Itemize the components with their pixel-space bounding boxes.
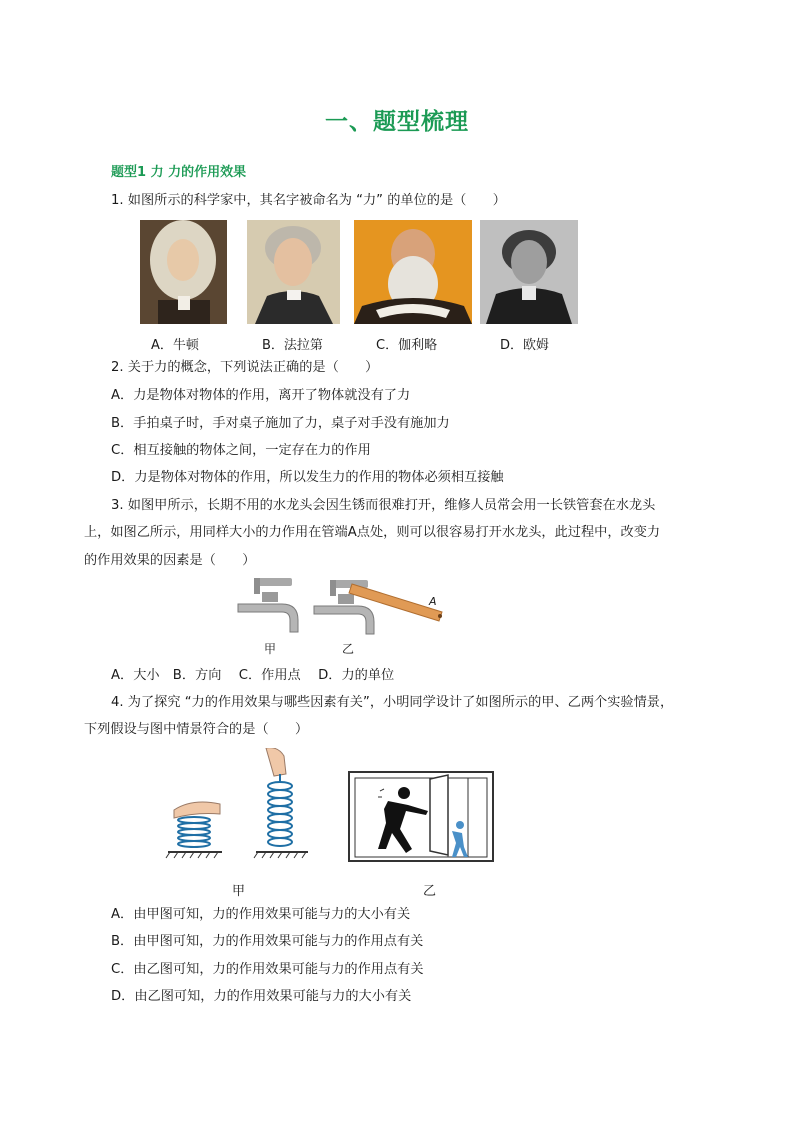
q1-option-a: A．牛顿 (151, 338, 199, 353)
q3-label-a: A (429, 595, 437, 608)
q3-stem-line-2: 上，如图乙所示，用同样大小的力作用在管端A点处，则可以很容易打开水龙头，此过程中，改变力 (84, 525, 661, 540)
q3-label-yi: 乙 (342, 642, 355, 656)
q4-stem-line-2: 下列假设与图中情景符合的是（ ） (84, 722, 309, 737)
q4-option-a: A．由甲图可知，力的作用效果可能与力的大小有关 (111, 907, 411, 922)
q1-option-d: D．欧姆 (500, 338, 550, 353)
door-figure (348, 771, 494, 862)
q3-stem-line-1: 3. 如图甲所示，长期不用的水龙头会因生锈而很难打开，维修人员常会用一长铁管套在水龙头 (111, 498, 656, 513)
q4-option-d: D．由乙图可知，力的作用效果可能与力的大小有关 (111, 989, 412, 1004)
faucet-jia-icon (238, 578, 298, 632)
galileo-portrait (354, 220, 472, 324)
faucet-yi-icon (314, 580, 442, 634)
newton-portrait (140, 220, 227, 324)
q2-option-a: A．力是物体对物体的作用，离开了物体就没有了力 (111, 388, 411, 403)
q3-stem-line-3: 的作用效果的因素是（ ） (84, 553, 256, 568)
q4-option-c: C．由乙图可知，力的作用效果可能与力的作用点有关 (111, 962, 424, 977)
q2-option-c: C．相互接触的物体之间，一定存在力的作用 (111, 443, 371, 458)
spring-figure (162, 748, 322, 864)
q1-option-c: C．伽利略 (376, 338, 438, 353)
q1-option-b: B．法拉第 (262, 338, 323, 353)
ohm-portrait (480, 220, 578, 324)
stretched-spring-icon (254, 748, 308, 858)
q3-label-jia: 甲 (264, 642, 277, 656)
q2-option-b: B．手拍桌子时，手对桌子施加了力，桌子对手没有施加力 (111, 416, 450, 431)
faucet-figure (232, 576, 452, 638)
q4-label-yi: 乙 (423, 884, 437, 899)
q4-label-jia: 甲 (232, 884, 246, 899)
q1-stem: 1. 如图所示的科学家中，其名字被命名为 “力” 的单位的是（ ） (111, 193, 506, 208)
q4-stem-line-1: 4. 为了探究 “力的作用效果与哪些因素有关”，小明同学设计了如图所示的甲、乙两个实验情景， (111, 695, 674, 710)
compressed-spring-icon (166, 802, 222, 858)
q2-option-d: D．力是物体对物体的作用，所以发生力的作用的物体必须相互接触 (111, 470, 504, 485)
faraday-portrait (247, 220, 340, 324)
page-title: 一、题型梳理 (325, 109, 469, 135)
q2-stem: 2. 关于力的概念，下列说法正确的是（ ） (111, 360, 379, 375)
q4-option-b: B．由甲图可知，力的作用效果可能与力的作用点有关 (111, 934, 424, 949)
section-heading: 题型1 力 力的作用效果 (111, 165, 247, 180)
q3-options: A．大小 B．方向 C．作用点 D．力的单位 (111, 668, 395, 683)
